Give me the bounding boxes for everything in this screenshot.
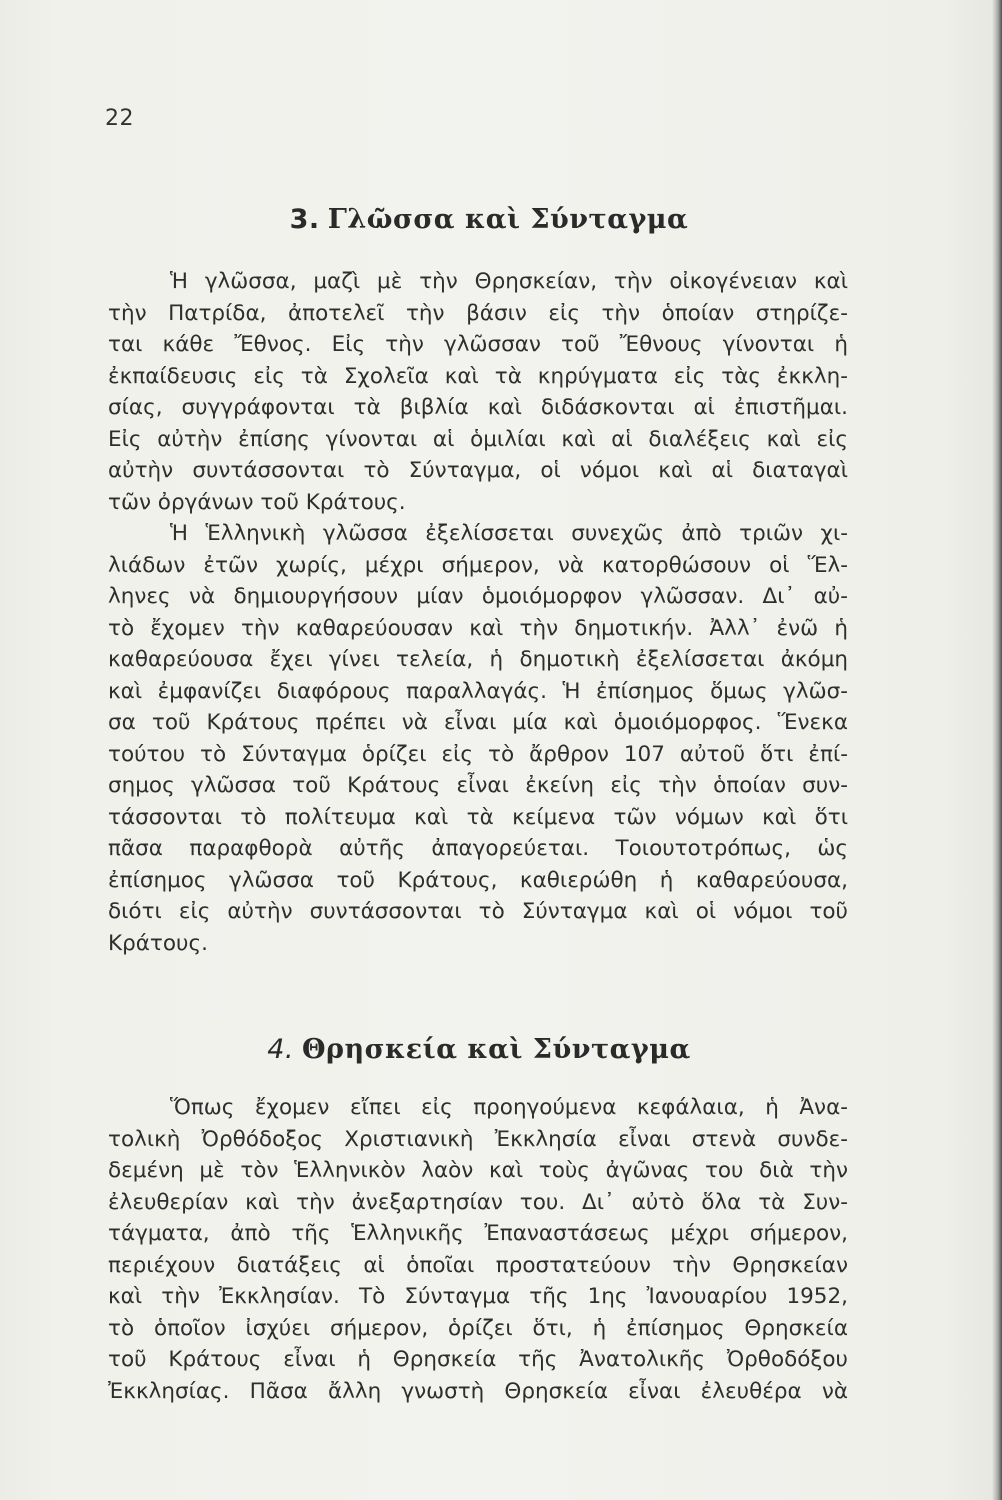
- text-line: Ἡ Ἑλληνικὴ γλῶσσα ἐξελίσσεται συνεχῶς ἀπὸ τριῶν χι-: [170, 521, 848, 546]
- text-line: τούτου τὸ Σύνταγμα ὁρίζει εἰς τὸ ἄρθρον 107 αὐτοῦ ὅτι ἐπί-: [108, 741, 848, 767]
- text-line: λιάδων ἐτῶν χωρίς, μέχρι σήμερον, νὰ κατορθώσουν οἱ Ἕλ-: [108, 552, 848, 578]
- text-line: τάγματα, ἀπὸ τῆς Ἑλληνικῆς Ἐπαναστάσεως μέχρι σήμερον,: [108, 1221, 848, 1246]
- text-line: διότι εἰς αὐτὴν συντάσσονται τὸ Σύνταγμα καὶ οἱ νόμοι τοῦ: [108, 899, 848, 924]
- section-3-heading: [0, 204, 990, 235]
- text-line: σα τοῦ Κράτους πρέπει νὰ εἶναι μία καὶ ὁμοιόμορφος. Ἕνεκα: [108, 710, 848, 735]
- text-line: ἐπίσημος γλῶσσα τοῦ Κράτους, καθιερώθη ἡ καθαρεύουσα,: [108, 867, 848, 893]
- section-3-body: [108, 266, 848, 959]
- text-line: σίας, συγγράφονται τὰ βιβλία καὶ διδάσκονται αἱ ἐπιστῆμαι.: [108, 395, 848, 420]
- section-4-title: Θρησκεία καὶ Σύνταγμα: [302, 1034, 691, 1065]
- text-line: τάσσονται τὸ πολίτευμα καὶ τὰ κείμενα τῶν νόμων καὶ ὅτι: [108, 804, 848, 830]
- text-line: ἐκπαίδευσις εἰς τὰ Σχολεῖα καὶ τὰ κηρύγματα εἰς τὰς ἐκκλη-: [108, 363, 848, 389]
- text-line: τὸ ὁποῖον ἰσχύει σήμερον, ὁρίζει ὅτι, ἡ ἐπίσημος Θρησκεία: [108, 1315, 848, 1341]
- text-line: Ὅπως ἔχομεν εἴπει εἰς προηγούμενα κεφάλαια, ἡ Ἀνα-: [170, 1095, 848, 1120]
- text-line: Ἐκκλησίας. Πᾶσα ἄλλη γνωστὴ Θρησκεία εἶναι ἐλευθέρα νὰ: [108, 1378, 848, 1404]
- text-line: τὴν Πατρίδα, ἀποτελεῖ τὴν βάσιν εἰς τὴν ὁποίαν στηρίζε-: [108, 300, 848, 326]
- text-line: ται κάθε Ἔθνος. Εἰς τὴν γλῶσσαν τοῦ Ἔθνους γίνονται ἡ: [108, 332, 848, 357]
- section-3-number: 3.: [289, 204, 320, 235]
- text-line: ἐλευθερίαν καὶ τὴν ἀνεξαρτησίαν του. Δι᾿ αὐτὸ ὅλα τὰ Συν-: [108, 1189, 848, 1215]
- text-line: Ἡ γλῶσσα, μαζὶ μὲ τὴν Θρησκείαν, τὴν οἰκογένειαν καὶ: [170, 269, 848, 294]
- text-line: ληνες νὰ δημιουργήσουν μίαν ὁμοιόμορφον γλῶσσαν. Δι᾿ αὐ-: [108, 584, 848, 609]
- text-line: πᾶσα παραφθορὰ αὐτῆς ἀπαγορεύεται. Τοιουτοτρόπως, ὡς: [108, 836, 848, 861]
- text-line: τοῦ Κράτους εἶναι ἡ Θρησκεία τῆς Ἀνατολικῆς Ὀρθοδόξου: [108, 1347, 848, 1372]
- text-line: καὶ ἐμφανίζει διαφόρους παραλλαγάς. Ἡ ἐπίσημος ὅμως γλῶσ-: [108, 678, 848, 704]
- text-line: περιέχουν διατάξεις αἱ ὁποῖαι προστατεύουν τὴν Θρησκείαν: [108, 1252, 848, 1278]
- section-4-heading: [0, 1034, 980, 1065]
- text-line: τὸ ἔχομεν τὴν καθαρεύουσαν καὶ τὴν δημοτικήν. Ἀλλ᾿ ἐνῶ ἡ: [108, 615, 848, 641]
- text-line: δεμένη μὲ τὸν Ἑλληνικὸν λαὸν καὶ τοὺς ἀγῶνας του διὰ τὴν: [108, 1158, 848, 1183]
- section-3-title: Γλῶσσα καὶ Σύνταγμα: [327, 204, 689, 235]
- text-line: σημος γλῶσσα τοῦ Κράτους εἶναι ἐκείνη εἰς τὴν ὁποίαν συν-: [108, 773, 848, 798]
- section-4-number: 4.: [267, 1034, 294, 1065]
- text-line: Εἰς αὐτὴν ἐπίσης γίνονται αἱ ὁμιλίαι καὶ αἱ διαλέξεις καὶ εἰς: [108, 426, 848, 452]
- text-line: αὐτὴν συντάσσονται τὸ Σύνταγμα, οἱ νόμοι καὶ αἱ διαταγαὶ: [108, 458, 848, 483]
- text-line: τῶν ὀργάνων τοῦ Κράτους.: [108, 489, 406, 515]
- page-edge-shadow: [992, 0, 1002, 1500]
- text-line: καὶ τὴν Ἐκκλησίαν. Τὸ Σύνταγμα τῆς 1ης Ἰανουαρίου 1952,: [108, 1284, 848, 1309]
- text-line: Κράτους.: [108, 930, 208, 956]
- text-line: καθαρεύουσα ἔχει γίνει τελεία, ἡ δημοτικὴ ἐξελίσσεται ἀκόμη: [108, 647, 848, 672]
- text-line: τολικὴ Ὀρθόδοξος Χριστιανικὴ Ἐκκλησία εἶναι στενὰ συνδε-: [108, 1126, 848, 1152]
- section-4-body: [108, 1092, 848, 1407]
- page-number: 22: [105, 106, 134, 131]
